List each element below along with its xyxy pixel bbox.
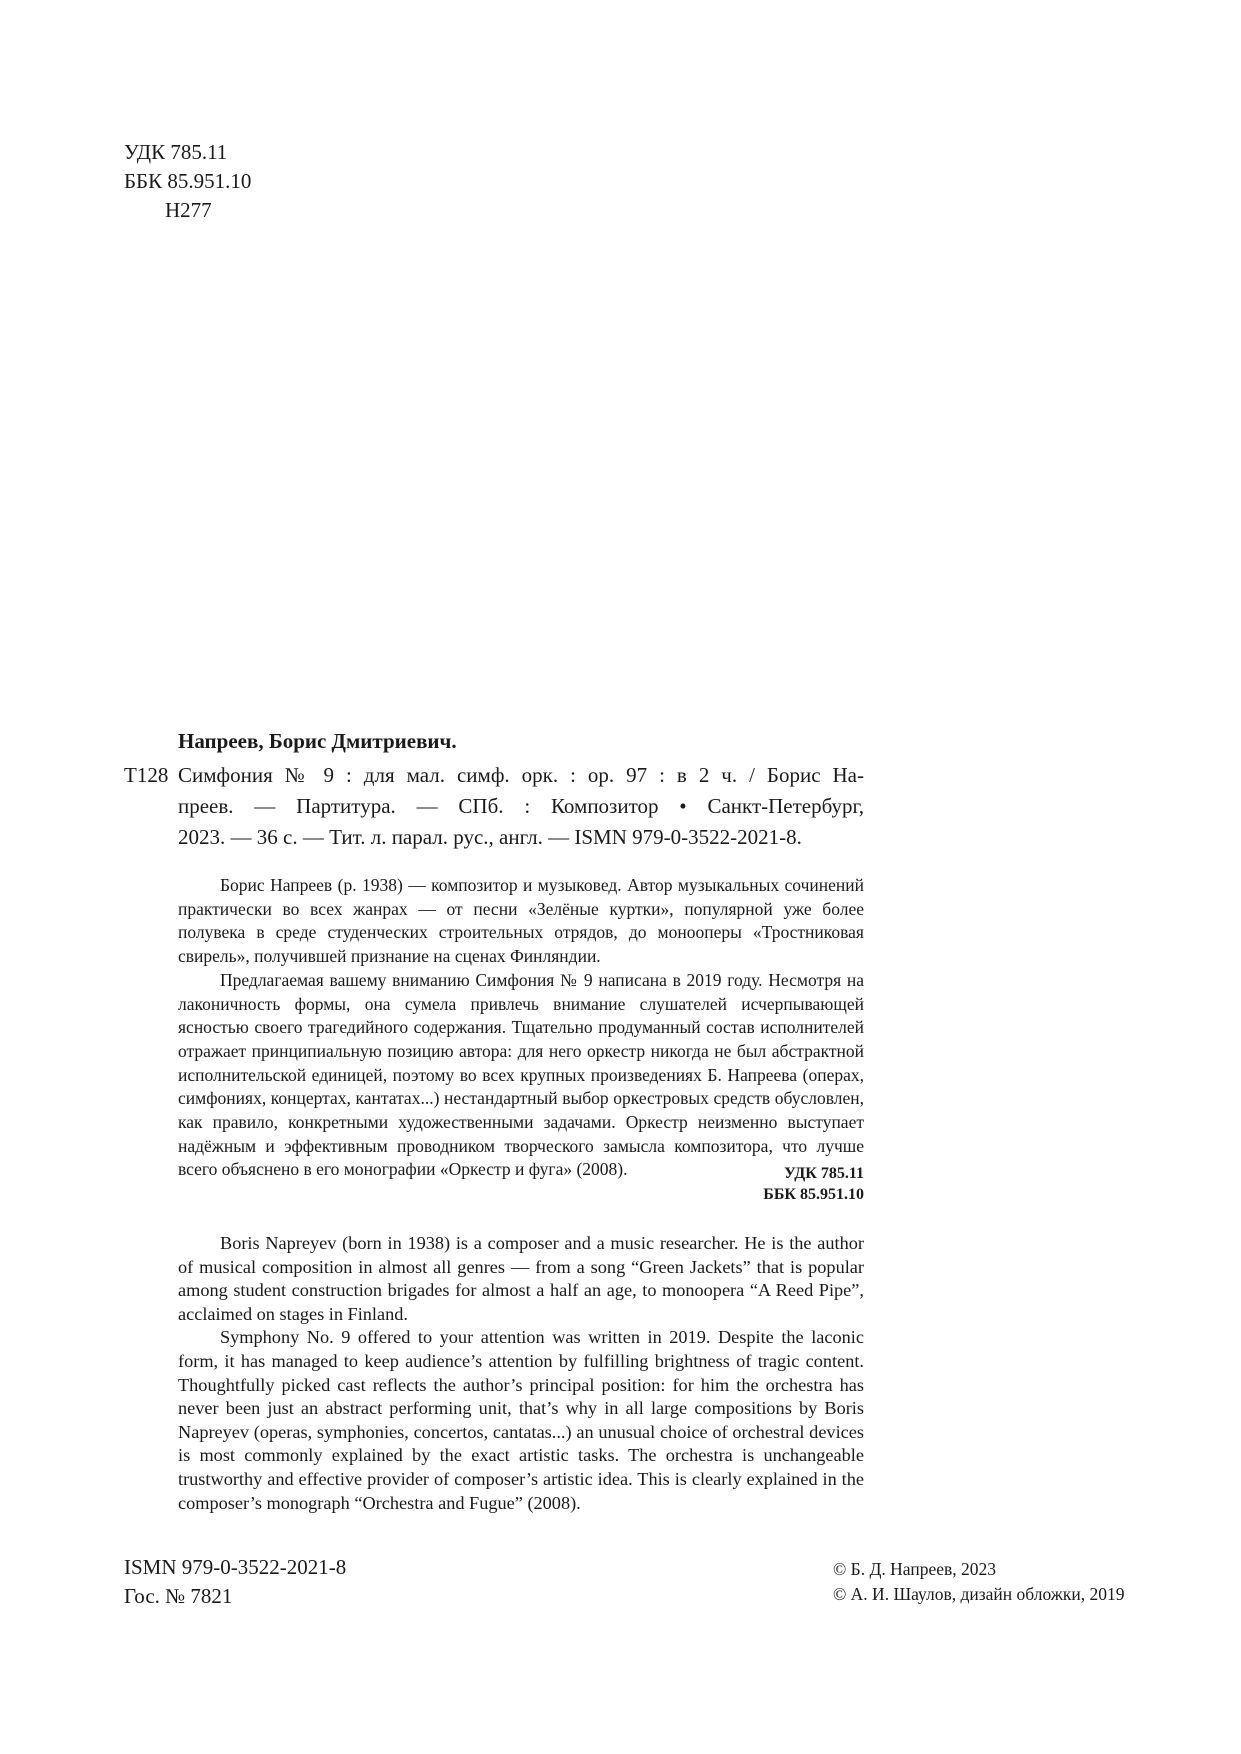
- publication-identifiers: [124, 1553, 346, 1611]
- author-mark: Н277: [165, 198, 212, 222]
- cutter-mark: Т128: [124, 763, 169, 787]
- description-line: Симфония № 9 : для мал. симф. орк. : ор. 97 : в 2 ч. / Борис На-: [178, 763, 864, 787]
- ismn: ISMN 979-0-3522-2021-8: [124, 1555, 347, 1579]
- copyright-line: © А. И. Шаулов, дизайн обложки, 2019: [833, 1584, 1125, 1604]
- abstract-english: [178, 1232, 864, 1515]
- english-paragraph: Boris Napreyev (born in 1938) is a composer and a music researcher. He is the author of musical composition in almost all genres — from a song “Green Jackets” that is popular among student construction brigades for almost a half an age, to monoopera “A Reed Pipe”, acclaimed on stages in Finland.: [178, 1233, 864, 1324]
- description-line: 2023. — 36 с. — Тит. л. парал. рус., англ. — ISMN 979-0-3522-2021-8.: [178, 825, 802, 849]
- abstract-paragraph: Борис Напреев (р. 1938) — композитор и музыковед. Автор музыкальных сочинений практически во всех жанрах — от песни «Зелёные куртки», популярной уже более полувека в среде студенческих строительных отрядов, до монооперы «Тростниковая свирель», получившей признание на сценах Финляндии.: [178, 875, 864, 967]
- abstract-russian: [178, 874, 864, 1182]
- gos-number: Гос. № 7821: [124, 1584, 233, 1608]
- description-line: преев. — Партитура. — СПб. : Композитор • Санкт-Петербург,: [178, 794, 864, 818]
- abstract-paragraph: Предлагаемая вашему вниманию Симфония № 9 написана в 2019 году. Несмотря на лаконичность формы, она сумела привлечь внимание слушателей исчерпывающей ясностью своего трагедийного содержания. Тщательно продуманный состав исполнителей отражает принципиальную позицию автора: для него оркестр никогда не был абстрактной исполнительской единицей, поэтому во всех крупных произведениях Б. Напреева (операх, симфониях, концертах, кантатах...) нестандартный выбор оркестровых средств обусловлен, как правило, конкретными художественными задачами. Оркестр неизменно выступает надёжным и эффективным проводником творческого замысла композитора, что лучше всего объяснено в его монографии «Оркестр и фуга» (2008).: [178, 969, 864, 1180]
- bbk-code: ББК 85.951.10: [124, 169, 252, 193]
- copyright-line: © Б. Д. Напреев, 2023: [833, 1559, 996, 1579]
- bibliographic-description: [178, 760, 864, 853]
- bbk-code-bold: ББК 85.951.10: [763, 1186, 864, 1203]
- copyright-notices: [833, 1557, 1124, 1607]
- card-author: Напреев, Борис Дмитриевич.: [178, 729, 457, 753]
- english-paragraph: Symphony No. 9 offered to your attention was written in 2019. Despite the laconic form, it has managed to keep audience’s attention by fulfilling brightness of tragic content. Thoughtfully picked cast reflects the author’s principal position: for him the orchestra has never been just an abstract performing unit, that’s why in all large compositions by Boris Napreyev (operas, symphonies, concertos, cantatas...) an unusual choice of orchestral devices is most commonly explained by the exact artistic tasks. The orchestra is unchangeable trustworthy and effective provider of composer’s artistic idea. This is clearly explained in the composer’s monograph “Orchestra and Fugue” (2008).: [178, 1327, 864, 1513]
- udk-code-bold: УДК 785.11: [784, 1165, 864, 1182]
- classification-codes-bold: [763, 1163, 864, 1205]
- classification-codes-top: [124, 138, 251, 225]
- udk-code: УДК 785.11: [124, 140, 228, 164]
